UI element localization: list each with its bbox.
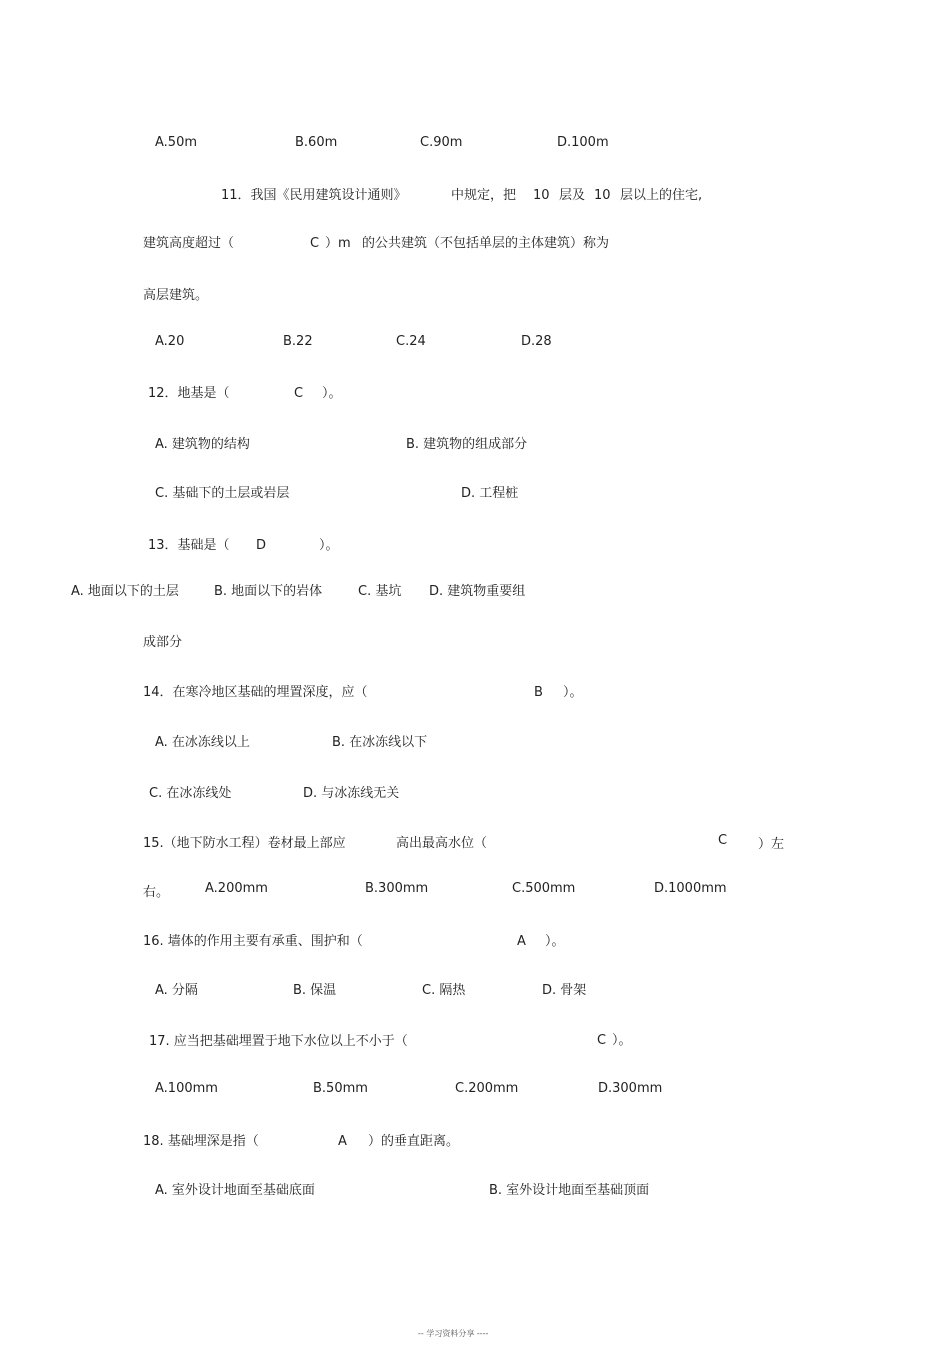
q15-continuation: 右。 bbox=[143, 885, 170, 900]
q14-option-c: C. 在冰冻线处 bbox=[149, 786, 232, 801]
q11-option-c: C.24 bbox=[396, 334, 426, 349]
q11-stem-part: 层及 bbox=[559, 188, 586, 203]
q13-answer: D bbox=[256, 538, 267, 553]
q11-stem-part: 层以上的住宅, bbox=[620, 188, 703, 203]
q16-stem-end: ）。 bbox=[545, 934, 565, 949]
q16-option-b: B. 保温 bbox=[293, 983, 337, 998]
q14-option-a: A. 在冰冻线以上 bbox=[155, 735, 250, 750]
q11-stem-part: ）m bbox=[325, 236, 351, 251]
q10-option-a: A.50m bbox=[155, 135, 198, 150]
q11-option-b: B.22 bbox=[283, 334, 313, 349]
q17-option-d: D.300mm bbox=[598, 1081, 663, 1096]
q10-option-c: C.90m bbox=[420, 135, 463, 150]
q13-continuation: 成部分 bbox=[143, 635, 183, 650]
q15-option-c: C.500mm bbox=[512, 881, 576, 896]
q11-stem-part: 中规定，把 bbox=[451, 188, 517, 203]
q17-stem-end: ）。 bbox=[612, 1033, 632, 1048]
q16-stem: 16. 墙体的作用主要有承重、围护和（ bbox=[143, 934, 363, 949]
q11-stem-part: 11．我国《民用建筑设计通则》 bbox=[221, 188, 407, 203]
q18-option-b: B. 室外设计地面至基础顶面 bbox=[489, 1183, 650, 1198]
q11-stem-part: 建筑高度超过（ bbox=[143, 236, 235, 251]
q13-stem: 13．基础是（ bbox=[148, 538, 230, 553]
q16-option-d: D. 骨架 bbox=[542, 983, 587, 998]
q15-option-d: D.1000mm bbox=[654, 881, 727, 896]
q11-stem-part: 的公共建筑（不包括单层的主体建筑）称为 bbox=[362, 236, 610, 251]
q18-stem-end: ）的垂直距离。 bbox=[368, 1134, 460, 1149]
q17-stem: 17. 应当把基础埋置于地下水位以上不小于（ bbox=[149, 1034, 408, 1049]
q11-option-d: D.28 bbox=[521, 334, 552, 349]
q17-answer: C bbox=[597, 1033, 607, 1048]
q14-stem-end: ）。 bbox=[563, 685, 583, 700]
q15-option-b: B.300mm bbox=[365, 881, 429, 896]
q12-option-d: D. 工程桩 bbox=[461, 486, 519, 501]
q10-option-d: D.100m bbox=[557, 135, 609, 150]
q16-answer: A bbox=[517, 934, 526, 949]
q15-answer: C bbox=[718, 833, 728, 848]
q16-option-c: C. 隔热 bbox=[422, 983, 466, 998]
q11-option-a: A.20 bbox=[155, 334, 185, 349]
q13-option-a: A. 地面以下的土层 bbox=[71, 584, 179, 599]
q18-option-a: A. 室外设计地面至基础底面 bbox=[155, 1183, 315, 1198]
q11-stem-part: 10 bbox=[594, 188, 611, 203]
q12-option-c: C. 基础下的土层或岩层 bbox=[155, 486, 290, 501]
q13-option-d: D. 建筑物重要组 bbox=[429, 584, 526, 599]
q11-stem-part: 10 bbox=[533, 188, 550, 203]
q13-option-c: C. 基坑 bbox=[358, 584, 402, 599]
q10-option-b: B.60m bbox=[295, 135, 338, 150]
q11-stem-part: 高层建筑。 bbox=[143, 288, 209, 303]
q12-answer: C bbox=[294, 386, 304, 401]
q18-stem: 18. 基础埋深是指（ bbox=[143, 1134, 259, 1149]
q14-option-d: D. 与冰冻线无关 bbox=[303, 786, 400, 801]
q15-stem-end: ）左 bbox=[758, 837, 785, 852]
q14-stem: 14．在寒冷地区基础的埋置深度，应（ bbox=[143, 685, 368, 700]
q17-option-a: A.100mm bbox=[155, 1081, 218, 1096]
q11-answer: C bbox=[310, 236, 320, 251]
q14-option-b: B. 在冰冻线以下 bbox=[332, 735, 428, 750]
q18-answer: A bbox=[338, 1134, 347, 1149]
q12-option-a: A. 建筑物的结构 bbox=[155, 437, 250, 452]
q17-option-b: B.50mm bbox=[313, 1081, 368, 1096]
q17-option-c: C.200mm bbox=[455, 1081, 519, 1096]
page-footer: -- 学习资料分享 ---- bbox=[418, 1329, 489, 1338]
q14-answer: B bbox=[534, 685, 543, 700]
q12-option-b: B. 建筑物的组成部分 bbox=[406, 437, 528, 452]
q13-stem-end: ）。 bbox=[319, 538, 339, 553]
q15-stem: 15.（地下防水工程）卷材最上部应 bbox=[143, 836, 346, 851]
q12-stem-end: ）。 bbox=[322, 386, 342, 401]
q15-stem: 高出最高水位（ bbox=[396, 836, 488, 851]
q15-option-a: A.200mm bbox=[205, 881, 268, 896]
q12-stem: 12．地基是（ bbox=[148, 386, 230, 401]
q13-option-b: B. 地面以下的岩体 bbox=[214, 584, 323, 599]
q16-option-a: A. 分隔 bbox=[155, 983, 198, 998]
